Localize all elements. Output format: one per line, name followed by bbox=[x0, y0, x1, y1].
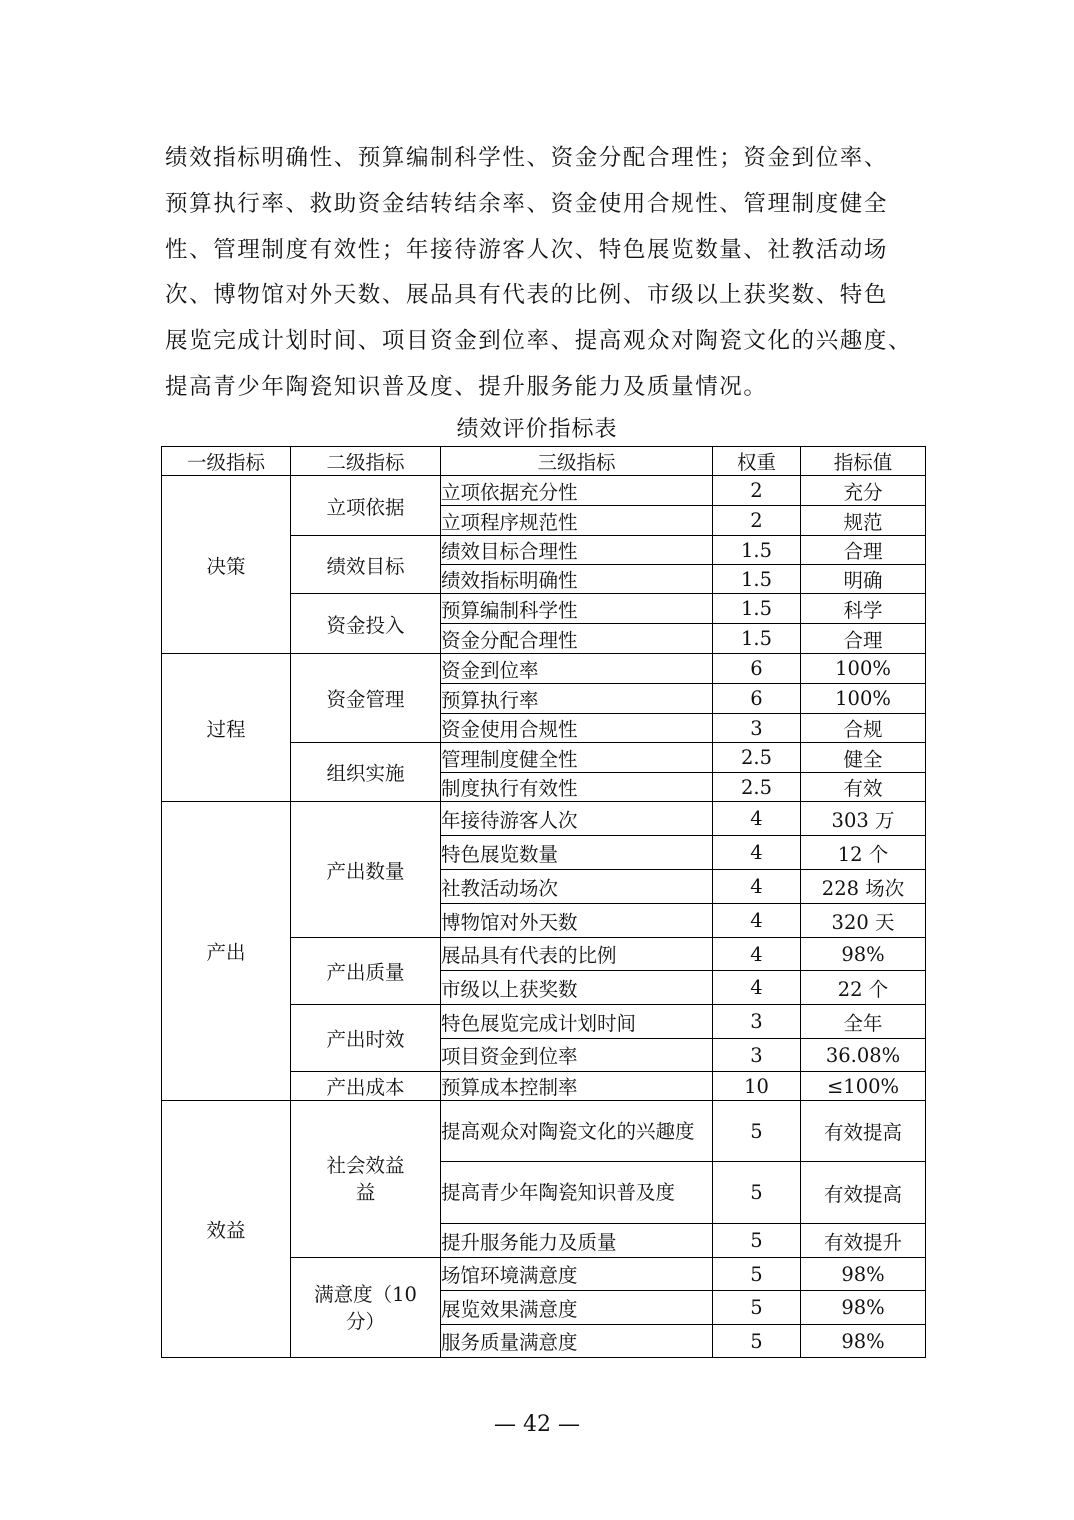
level3-cell: 服务质量满意度 bbox=[441, 1325, 713, 1358]
weight-cell: 5 bbox=[713, 1291, 801, 1325]
level2-cell bbox=[291, 1101, 441, 1258]
value-cell: 98% bbox=[801, 1291, 926, 1325]
weight-cell: 4 bbox=[713, 836, 801, 870]
value-cell: 228 场次 bbox=[801, 870, 926, 904]
level1-cell: 效益 bbox=[162, 1101, 291, 1358]
table-header-row bbox=[162, 447, 926, 476]
value-cell: 全年 bbox=[801, 1005, 926, 1039]
value-cell: 100% bbox=[801, 654, 926, 684]
level3-cell: 展览效果满意度 bbox=[441, 1291, 713, 1325]
weight-cell: 5 bbox=[713, 1101, 801, 1162]
level2-cell: 产出成本 bbox=[291, 1072, 441, 1101]
header-cell: 三级指标 bbox=[441, 447, 713, 476]
level2-cell: 资金管理 bbox=[291, 654, 441, 743]
weight-cell: 6 bbox=[713, 654, 801, 684]
weight-cell: 10 bbox=[713, 1072, 801, 1101]
value-cell: 健全 bbox=[801, 743, 926, 773]
level3-cell: 绩效指标明确性 bbox=[441, 565, 713, 594]
level3-cell: 提升服务能力及质量 bbox=[441, 1224, 713, 1258]
value-cell: 有效提高 bbox=[801, 1101, 926, 1162]
level3-cell: 预算编制科学性 bbox=[441, 594, 713, 624]
weight-cell: 5 bbox=[713, 1325, 801, 1358]
value-cell: 22 个 bbox=[801, 971, 926, 1005]
value-cell: 科学 bbox=[801, 594, 926, 624]
value-cell: 合规 bbox=[801, 714, 926, 743]
body-paragraph bbox=[165, 136, 925, 411]
paragraph-line: 展览完成计划时间、项目资金到位率、提高观众对陶瓷文化的兴趣度、 bbox=[165, 328, 913, 355]
header-cell: 一级指标 bbox=[162, 447, 291, 476]
level3-cell: 项目资金到位率 bbox=[441, 1039, 713, 1072]
level3-cell: 市级以上获奖数 bbox=[441, 971, 713, 1005]
weight-cell: 6 bbox=[713, 684, 801, 714]
level2-cell: 组织实施 bbox=[291, 743, 441, 802]
paragraph-line: 次、博物馆对外天数、展品具有代表的比例、市级以上获奖数、特色 bbox=[165, 282, 889, 309]
level2-cell: 产出质量 bbox=[291, 938, 441, 1005]
level3-cell: 提高青少年陶瓷知识普及度 bbox=[441, 1162, 713, 1224]
value-cell: 合理 bbox=[801, 536, 926, 565]
level3-cell: 特色展览数量 bbox=[441, 836, 713, 870]
value-cell: 充分 bbox=[801, 476, 926, 506]
paragraph-line: 预算执行率、救助资金结转结余率、资金使用合规性、管理制度健全 bbox=[165, 190, 889, 217]
level3-cell: 年接待游客人次 bbox=[441, 802, 713, 836]
table-caption: 绩效评价指标表 bbox=[456, 417, 618, 442]
header-cell: 指标值 bbox=[801, 447, 926, 476]
level2-cell: 绩效目标 bbox=[291, 536, 441, 594]
value-cell: 98% bbox=[801, 1258, 926, 1291]
level3-cell: 博物馆对外天数 bbox=[441, 904, 713, 938]
value-cell: 320 天 bbox=[801, 904, 926, 938]
level1-cell: 决策 bbox=[162, 476, 291, 654]
weight-cell: 2 bbox=[713, 506, 801, 536]
weight-cell: 1.5 bbox=[713, 536, 801, 565]
level2-cell-text: 社会效益益 bbox=[326, 1154, 405, 1204]
value-cell: 36.08% bbox=[801, 1039, 926, 1072]
level3-cell: 展品具有代表的比例 bbox=[441, 938, 713, 971]
level3-cell: 提高观众对陶瓷文化的兴趣度 bbox=[441, 1101, 713, 1162]
value-cell: 规范 bbox=[801, 506, 926, 536]
weight-cell: 3 bbox=[713, 1039, 801, 1072]
weight-cell: 5 bbox=[713, 1162, 801, 1224]
table-row bbox=[162, 1101, 926, 1162]
level2-cell: 产出时效 bbox=[291, 1005, 441, 1072]
level3-cell: 资金到位率 bbox=[441, 654, 713, 684]
level3-cell: 社教活动场次 bbox=[441, 870, 713, 904]
level3-cell: 立项依据充分性 bbox=[441, 476, 713, 506]
weight-cell: 4 bbox=[713, 971, 801, 1005]
value-cell: 有效 bbox=[801, 773, 926, 802]
level1-cell: 产出 bbox=[162, 802, 291, 1101]
page-number: — 42 — bbox=[494, 1412, 580, 1437]
level3-cell: 立项程序规范性 bbox=[441, 506, 713, 536]
level2-cell bbox=[291, 1258, 441, 1358]
weight-cell: 2 bbox=[713, 476, 801, 506]
weight-cell: 2.5 bbox=[713, 743, 801, 773]
level3-cell: 特色展览完成计划时间 bbox=[441, 1005, 713, 1039]
header-cell: 二级指标 bbox=[291, 447, 441, 476]
weight-cell: 4 bbox=[713, 870, 801, 904]
paragraph-line: 性、管理制度有效性；年接待游客人次、特色展览数量、社教活动场 bbox=[165, 236, 889, 263]
value-cell: ≤100% bbox=[801, 1072, 926, 1101]
value-cell: 303 万 bbox=[801, 802, 926, 836]
weight-cell: 1.5 bbox=[713, 624, 801, 654]
level3-cell: 管理制度健全性 bbox=[441, 743, 713, 773]
paragraph-line: 提高青少年陶瓷知识普及度、提升服务能力及质量情况。 bbox=[165, 373, 768, 400]
level3-cell: 绩效目标合理性 bbox=[441, 536, 713, 565]
weight-cell: 5 bbox=[713, 1258, 801, 1291]
performance-indicator-table bbox=[161, 446, 926, 1358]
value-cell: 98% bbox=[801, 938, 926, 971]
level3-cell: 场馆环境满意度 bbox=[441, 1258, 713, 1291]
weight-cell: 3 bbox=[713, 1005, 801, 1039]
value-cell: 98% bbox=[801, 1325, 926, 1358]
table-row bbox=[162, 654, 926, 684]
level3-cell: 预算成本控制率 bbox=[441, 1072, 713, 1101]
weight-cell: 4 bbox=[713, 938, 801, 971]
value-cell: 合理 bbox=[801, 624, 926, 654]
weight-cell: 3 bbox=[713, 714, 801, 743]
level2-cell-text: 满意度（10分） bbox=[314, 1282, 417, 1333]
paragraph-line: 绩效指标明确性、预算编制科学性、资金分配合理性；资金到位率、 bbox=[165, 145, 889, 171]
table-row bbox=[162, 802, 926, 836]
level1-cell: 过程 bbox=[162, 654, 291, 802]
weight-cell: 2.5 bbox=[713, 773, 801, 802]
level3-cell: 制度执行有效性 bbox=[441, 773, 713, 802]
header-cell: 权重 bbox=[713, 447, 801, 476]
level2-cell: 资金投入 bbox=[291, 594, 441, 654]
level3-cell: 资金分配合理性 bbox=[441, 624, 713, 654]
weight-cell: 1.5 bbox=[713, 594, 801, 624]
value-cell: 有效提升 bbox=[801, 1224, 926, 1258]
weight-cell: 1.5 bbox=[713, 565, 801, 594]
weight-cell: 5 bbox=[713, 1224, 801, 1258]
table-row bbox=[162, 476, 926, 506]
level2-cell: 立项依据 bbox=[291, 476, 441, 536]
level3-cell: 资金使用合规性 bbox=[441, 714, 713, 743]
weight-cell: 4 bbox=[713, 904, 801, 938]
value-cell: 明确 bbox=[801, 565, 926, 594]
value-cell: 有效提高 bbox=[801, 1162, 926, 1224]
weight-cell: 4 bbox=[713, 802, 801, 836]
value-cell: 100% bbox=[801, 684, 926, 714]
value-cell: 12 个 bbox=[801, 836, 926, 870]
level2-cell: 产出数量 bbox=[291, 802, 441, 938]
level3-cell: 预算执行率 bbox=[441, 684, 713, 714]
